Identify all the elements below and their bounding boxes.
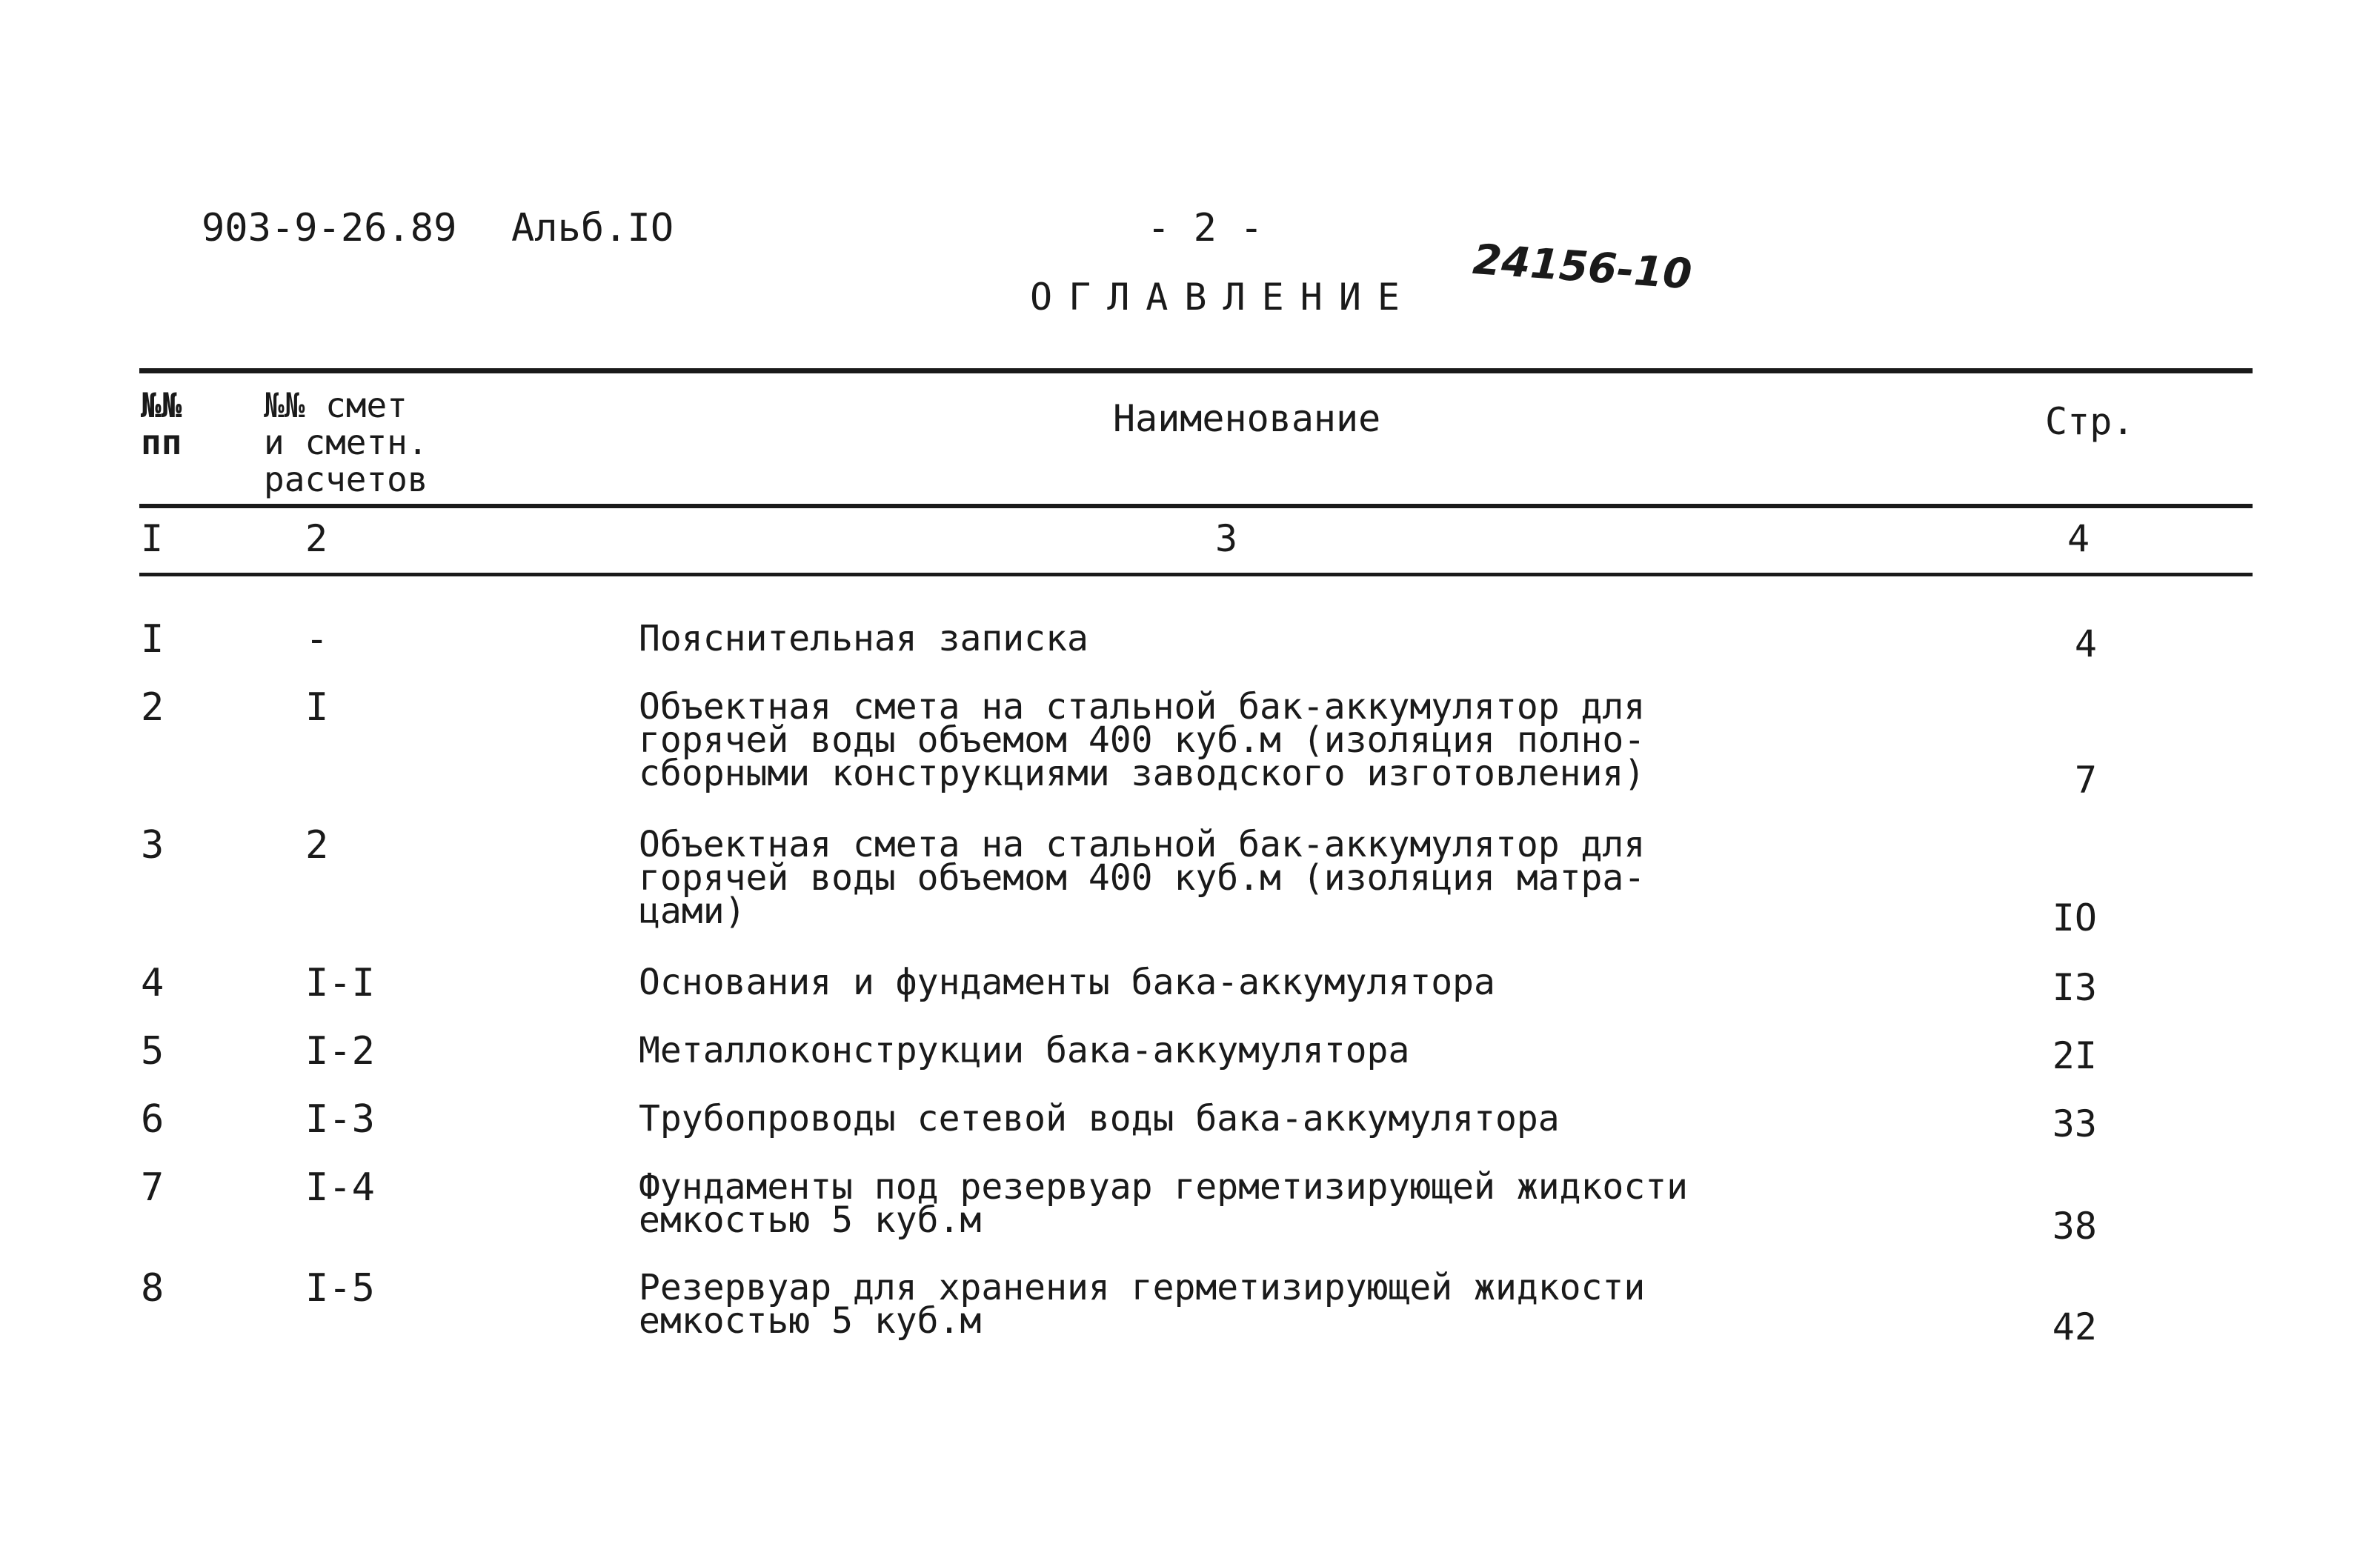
item-name-line: Основания и фундаменты бака-аккумулятора [639,962,1495,1003]
column-number: 3 [1215,517,1238,560]
header-name: Наименование [1113,397,1381,440]
row-number: 7 [141,1165,164,1210]
estimate-number: - [305,617,329,662]
header-row-number-line: пп [141,422,182,462]
row-number: 2 [141,685,164,730]
page-ref: 4 [2074,622,2097,665]
item-name-line: Трубопроводы сетевой воды бака-аккумулятора [639,1098,1560,1139]
estimate-number: I-5 [305,1266,375,1311]
album-number: Альб.IO [511,206,674,250]
page-title: ОГЛАВЛЕНИЕ [1030,276,1417,319]
document-code: 903-9-26.89 [202,206,457,250]
item-name-line: цами) [639,891,746,932]
table-column-numbers-rule [139,573,2253,576]
item-name [639,1030,1410,1071]
item-name [639,962,1495,1003]
item-name-line: горячей воды объемом 400 куб.м (изоляция матра- [639,857,1646,899]
header-row-number-line: №№ [141,385,182,425]
item-name [639,686,1646,794]
header-page: Стр. [2045,400,2135,443]
row-number: 5 [141,1029,164,1074]
item-name [639,824,1646,932]
table-top-rule [139,368,2253,373]
item-name-line: сборными конструкциями заводского изготовления) [639,753,1646,794]
item-name [639,1267,1646,1342]
item-name-line: Объектная смета на стальной бак-аккумулятор для [639,686,1646,728]
header-estimate-number-line: и сметн. [264,422,428,462]
item-name [639,1098,1560,1139]
header-estimate-number-line: №№ смет [264,385,408,425]
estimate-number: I-4 [305,1165,375,1210]
column-number: I [141,517,164,560]
page-ref: I3 [2052,966,2097,1009]
row-number: 6 [141,1097,164,1142]
row-number: 4 [141,961,164,1005]
page-number: - 2 - [1147,206,1263,250]
item-name-line: емкостью 5 куб.м [639,1300,982,1342]
column-number: 2 [305,517,328,560]
estimate-number: I-I [305,961,375,1005]
item-name-line: емкостью 5 куб.м [639,1199,982,1241]
header-row-number [141,387,182,461]
item-name-line: Объектная смета на стальной бак-аккумулятор для [639,824,1646,865]
item-name-line: Пояснительная записка [639,618,1088,659]
row-number: 8 [141,1266,164,1311]
estimate-number: I-3 [305,1097,375,1142]
item-name-line: Фундаменты под резервуар герметизирующей жидкости [639,1166,1689,1208]
item-name-line: горячей воды объемом 400 куб.м (изоляция полно- [639,719,1646,761]
item-name-line: Резервуар для хранения герметизирующей жидкости [639,1267,1646,1308]
estimate-number: I [305,685,329,730]
item-name-line: Металлоконструкции бака-аккумулятора [639,1030,1410,1071]
page-ref: 33 [2052,1102,2097,1145]
row-number: 3 [141,823,164,868]
header-estimate-number [264,387,428,498]
row-number: I [141,617,164,662]
page-ref: 2I [2052,1034,2097,1077]
table-header-rule [139,504,2253,508]
estimate-number: I-2 [305,1029,375,1074]
item-name [639,1166,1689,1241]
page-ref: 7 [2074,759,2097,802]
header-estimate-number-line: расчетов [264,459,428,499]
page-ref: 42 [2052,1305,2097,1348]
column-number: 4 [2067,517,2090,560]
estimate-number: 2 [305,823,329,868]
page-ref: 38 [2052,1205,2097,1248]
item-name [639,618,1088,659]
page-ref: IO [2052,896,2097,939]
handwritten-inventory-number: 24156-10 [1471,236,1694,299]
